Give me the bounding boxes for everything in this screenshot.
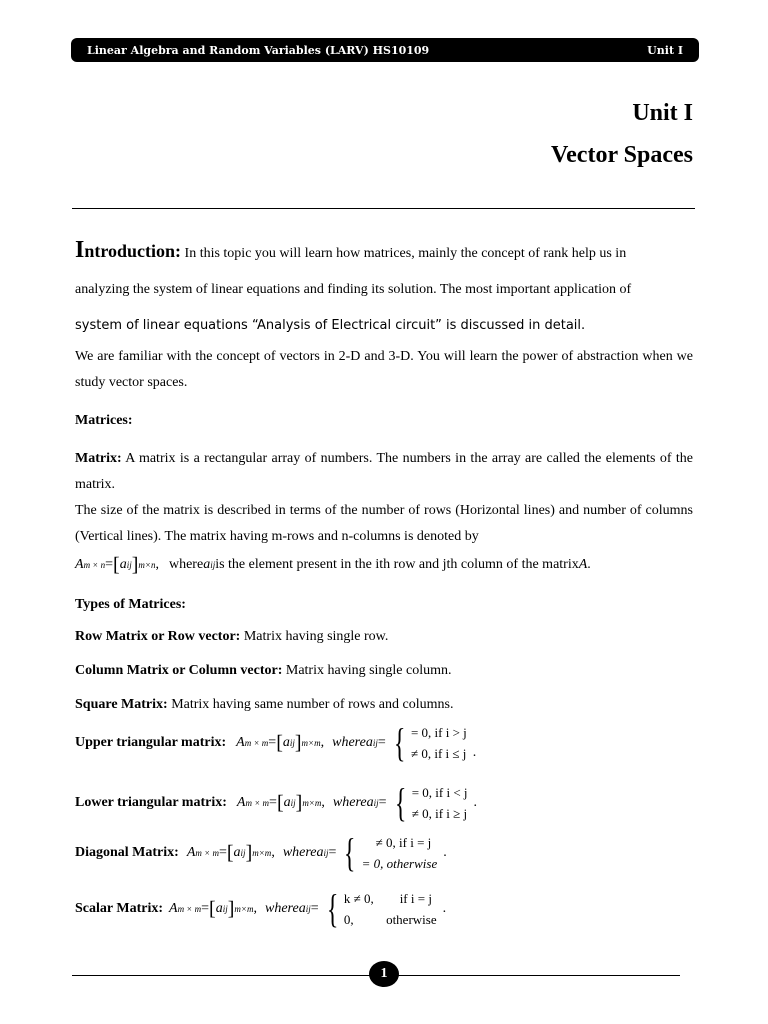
upper-cases: { = 0, if i > j ≠ 0, if i ≤ j <box>393 720 467 765</box>
matrix-size-text: The size of the matrix is described in terms of the number of rows (Horizontal lines) and number of columns (Vertical lines). The matrix having m-rows and n-columns is denoted by <box>75 503 693 544</box>
chapter-title: Vector Spaces <box>551 142 693 168</box>
title-block <box>551 98 693 170</box>
matrix-notation: A m × n = [ a ij ] m×n , where a ij is the element present in the ith row and jth column of the matrix A . <box>75 550 693 580</box>
intro-line-2: analyzing the system of linear equations and finding its solution. The most important application of <box>75 282 632 297</box>
scalar-cases: { k ≠ 0, if i = j 0, otherwise <box>326 886 437 931</box>
page-body <box>75 232 693 930</box>
diagonal-matrix-def: Diagonal Matrix: A m × m = [ a ij ] m×m , where a ij = { ≠ 0, if i = j = 0, otherwise . <box>75 830 447 875</box>
page-number: 1 <box>369 961 399 987</box>
intro-line-3: system of linear equations “Analysis of Electrical circuit” is discussed in detail. <box>75 318 586 333</box>
lower-cases: { = 0, if i < j ≠ 0, if i ≥ j <box>394 780 468 825</box>
notation-A: A <box>75 557 84 572</box>
intro-paragraph <box>75 232 693 344</box>
column-matrix-def: Column Matrix or Column vector: Matrix having single column. <box>75 663 452 678</box>
row-matrix-def: Row Matrix or Row vector: Matrix having single row. <box>75 629 389 644</box>
types-heading: Types of Matrices: <box>75 597 186 612</box>
square-matrix-def: Square Matrix: Matrix having same number of rows and columns. <box>75 697 454 712</box>
matrix-def-text: A matrix is a rectangular array of numbers. The numbers in the array are called the elements of the matrix. <box>75 451 693 492</box>
intro-heading: ntroduction: <box>84 241 182 261</box>
diagonal-cases: { ≠ 0, if i = j = 0, otherwise <box>344 830 438 875</box>
header-unit: Unit I <box>647 43 683 57</box>
matrix-def-label: Matrix: <box>75 451 122 466</box>
intro-drop-letter: I <box>75 237 85 263</box>
lower-triangular-def: Lower triangular matrix: A m × m = [ a ij ] m×m , where a ij = { = 0, if i < j ≠ 0, if i ≥ j . <box>75 780 478 825</box>
matrices-heading: Matrices: <box>75 413 133 428</box>
intro-line-1: In this topic you will learn how matrices, mainly the concept of rank help us in <box>181 246 627 261</box>
upper-triangular-def: Upper triangular matrix: A m × m = [ a ij ] m×m , where a ij = { = 0, if i > j ≠ 0, if i ≤ j . <box>75 720 477 765</box>
matrix-definition <box>75 446 693 498</box>
vectors-paragraph: We are familiar with the concept of vectors in 2-D and 3-D. You will learn the power of abstraction when we study vector spaces. <box>75 349 693 390</box>
running-header <box>71 38 699 62</box>
unit-title: Unit I <box>632 100 693 126</box>
title-divider <box>72 208 695 209</box>
course-title: Linear Algebra and Random Variables (LARV) HS10109 <box>87 43 430 57</box>
scalar-matrix-def: Scalar Matrix: A m × m = [ a ij ] m×m , where a ij = { k ≠ 0, if i = j 0, otherwise . <box>75 886 447 931</box>
